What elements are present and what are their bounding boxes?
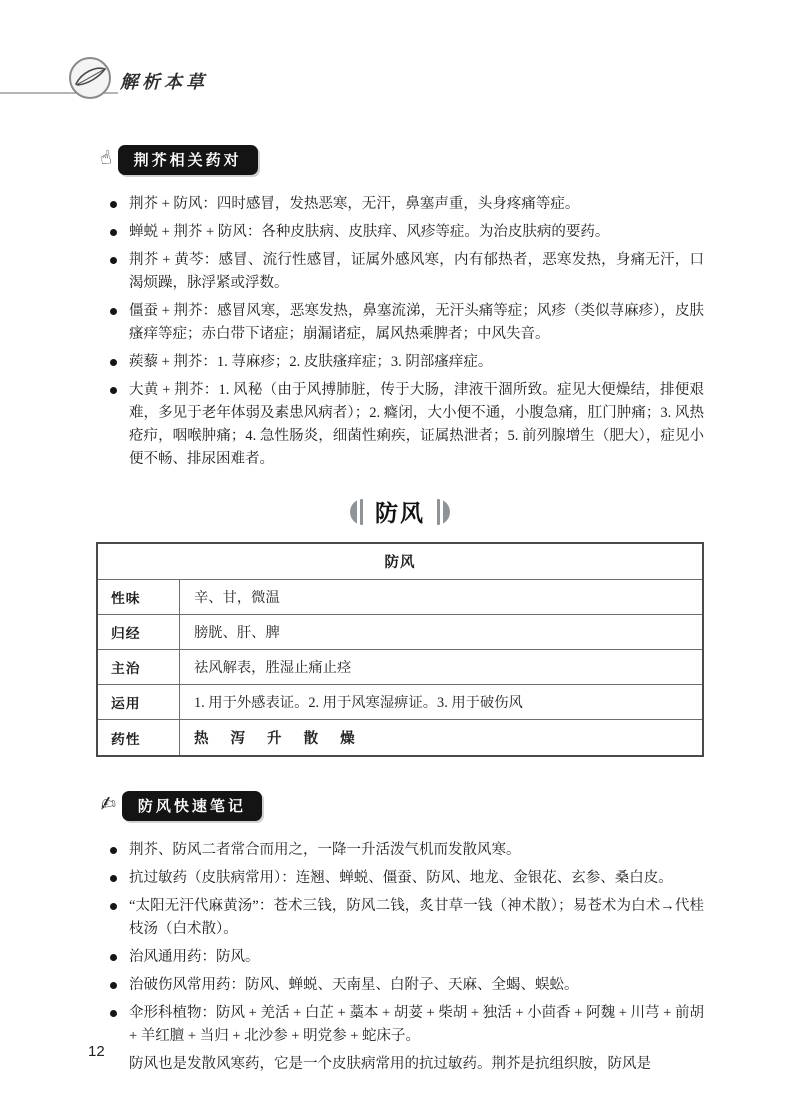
bullet-icon [110,201,117,208]
row-label: 药性 [97,720,180,757]
list-item: 荆芥 + 黄芩：感冒、流行性感冒，证属外感风寒，内有郁热者，恶寒发热，身痛无汗，口渴烦躁，脉浮紧或浮数。 [110,249,704,295]
pointing-hand-icon: ☝ [98,146,114,170]
table-row [97,580,703,615]
bullet-icon [110,257,117,264]
section2-badge: 防风快速笔记 [122,791,262,821]
bullet-icon [110,903,117,910]
row-label: 运用 [97,685,180,720]
title-deco-right-icon [437,499,450,525]
page-content [0,145,800,1076]
table-row [97,685,703,720]
bullet-icon [110,875,117,882]
book-title: 解析本草 [120,72,208,92]
row-label: 主治 [97,650,180,685]
bullet-icon [110,359,117,366]
section2-header [100,791,704,821]
row-value: 膀胱、肝、脾 [180,615,704,650]
row-value: 1. 用于外感表证。2. 用于风寒湿痹证。3. 用于破伤风 [180,685,704,720]
row-value: 热 泻 升 散 燥 [180,720,704,757]
list-item: 僵蚕 + 荆芥：感冒风寒，恶寒发热，鼻塞流涕，无汗头痛等症；风疹（类似荨麻疹），皮肤瘙痒等症；赤白带下诸症；崩漏诸症，属风热乘脾者；中风失音。 [110,300,704,346]
list-item: 蝉蜕 + 荆芥 + 防风：各种皮肤病、皮肤痒、风疹等症。为治皮肤病的要药。 [110,221,704,244]
list-item: 大黄 + 荆芥：1. 风秘（由于风搏肺脏，传于大肠，津液干涸所致。症见大便燥结，排便艰难，多见于老年体弱及素患风病者）；2. 癃闭，大小便不通，小腹急痛，肛门肿痛；3. 风热疮疖，咽喉肿痛；4. 急性肠炎，细菌性痢疾，证属热泄者；5. 前列腺增生（肥大），症见小便不畅、排尿困难者。 [110,379,704,471]
leaf-logo-icon [68,56,112,100]
list-item: 抗过敏药（皮肤病常用）：连翘、蝉蜕、僵蚕、防风、地龙、金银花、玄参、桑白皮。 [110,867,704,890]
section1-badge: 荆芥相关药对 [118,145,258,175]
bullet-icon [110,308,117,315]
bullet-icon [110,1010,117,1017]
row-value: 辛、甘，微温 [180,580,704,615]
list-item: 蒺藜 + 荆芥：1. 荨麻疹；2. 皮肤瘙痒症；3. 阴部瘙痒症。 [110,351,704,374]
list-item: 荆芥、防风二者常合而用之，一降一升活泼气机而发散风寒。 [110,839,704,862]
bullet-icon [110,387,117,394]
row-value: 祛风解表，胜湿止痛止痉 [180,650,704,685]
row-label: 性味 [97,580,180,615]
running-head [0,0,800,120]
page-number: 12 [88,1043,105,1060]
title-deco-left-icon [350,499,363,525]
list-item: 治风通用药：防风。 [110,946,704,969]
section1-header [100,145,704,175]
table-row [97,720,703,757]
bullet-icon [110,954,117,961]
section2-list [96,839,704,1048]
table-header: 防风 [97,543,703,580]
table-row [97,615,703,650]
writing-brush-icon: ✍ [98,791,118,817]
section1-list [96,193,704,471]
herb-property-table [96,542,704,757]
closing-paragraph: 防风也是发散风寒药，它是一个皮肤病常用的抗过敏药。荆芥是抗组织胺，防风是 [129,1056,651,1072]
list-item: 治破伤风常用药：防风、蝉蜕、天南星、白附子、天麻、全蝎、蜈蚣。 [110,974,704,997]
bullet-icon [110,847,117,854]
table-header-row [97,543,703,580]
bullet-icon [110,982,117,989]
row-label: 归经 [97,615,180,650]
list-item: “太阳无汗代麻黄汤”：苍术三钱，防风二钱，炙甘草一钱（神术散）；易苍术为白术→代桂枝汤（白术散）。 [110,895,704,941]
table-row [97,650,703,685]
list-item: 荆芥 + 防风：四时感冒，发热恶寒，无汗，鼻塞声重，头身疼痛等症。 [110,193,704,216]
drug-title-block [96,495,704,528]
bullet-icon [110,229,117,236]
list-item: 伞形科植物：防风 + 羌活 + 白芷 + 藁本 + 胡荽 + 柴胡 + 独活 + 小茴香 + 阿魏 + 川芎 + 前胡 + 羊红膻 + 当归 + 北沙参 + 明党参 + 蛇床子。 [110,1002,704,1048]
drug-title: 防风 [375,500,425,526]
